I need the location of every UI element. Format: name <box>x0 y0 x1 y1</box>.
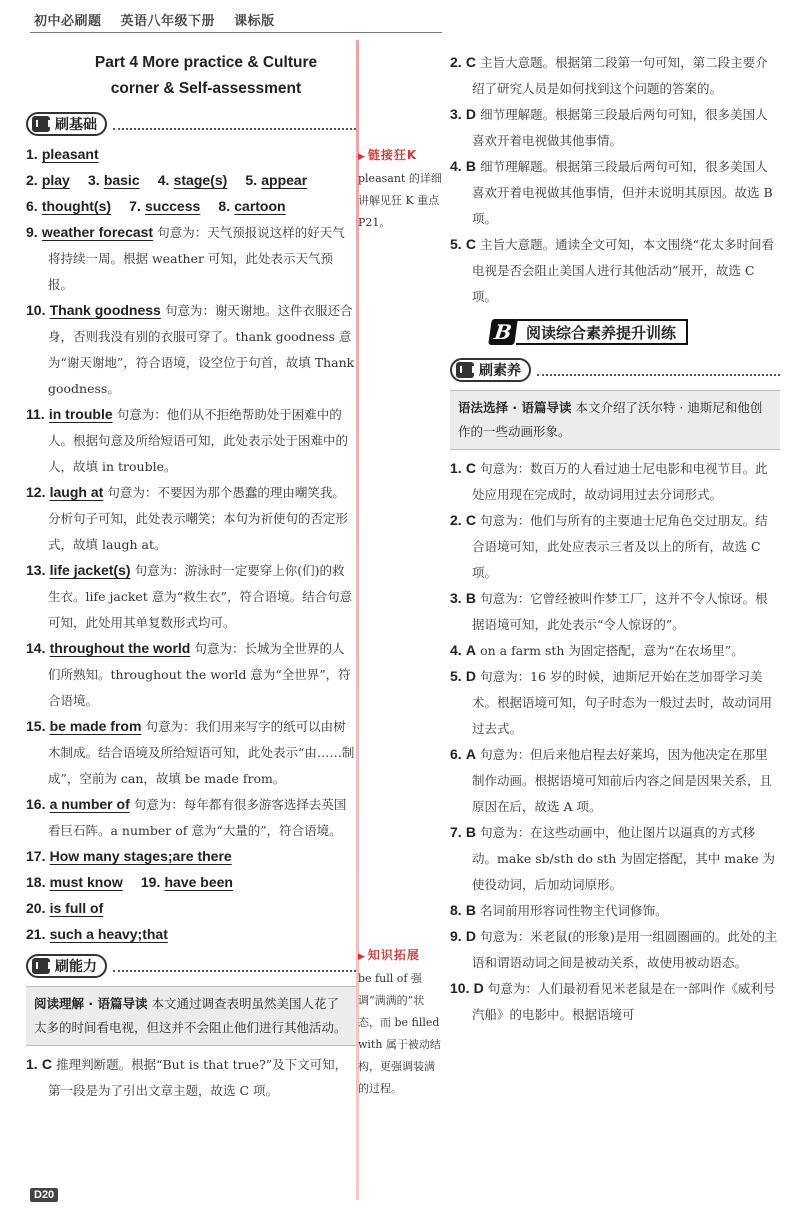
dotted-rule <box>113 960 356 972</box>
item-number: 3. <box>450 106 462 122</box>
answer-item <box>26 298 356 402</box>
answer-item <box>450 50 780 102</box>
item-answer: must know <box>49 874 123 890</box>
item-explanation: 句意为：不要因为那个愚蠢的理由嘲笑我。分析句子可知，此处表示嘲笑；本句为祈使句的否定形式，故填 laugh at。 <box>48 485 349 552</box>
section-label: 刷基础 <box>55 117 97 133</box>
item-answer: D <box>465 928 476 944</box>
answer-item <box>450 976 780 1028</box>
item-explanation: 句意为：人们最初看见米老鼠是在一部叫作《威利号汽船》的电影中。根据语境可 <box>472 981 776 1022</box>
answer-item <box>26 714 356 792</box>
right-column <box>450 50 780 1028</box>
side-note-body: be full of 强调“满满的”状态，而 be filled with 属于被动结构，更强调装满的过程。 <box>358 972 441 1095</box>
item-number: 4. <box>450 158 462 174</box>
header-edition: 课标版 <box>234 14 275 29</box>
answer-item <box>450 820 780 898</box>
item-answer: C <box>41 1056 52 1072</box>
item-number: 15. <box>26 718 46 734</box>
item-answer: play <box>41 172 70 188</box>
answer-item <box>450 456 780 508</box>
item-number: 19. <box>140 874 161 890</box>
item-number: 8. <box>450 902 462 918</box>
item-answer: stage(s) <box>173 172 228 188</box>
answer-item <box>450 102 780 154</box>
book-icon <box>32 958 50 974</box>
item-answer: is full of <box>49 900 104 916</box>
answer-item <box>450 232 780 310</box>
answer-item <box>450 638 780 664</box>
item-answer: How many stages;are there <box>49 848 232 864</box>
answer-row <box>26 870 356 896</box>
book-icon <box>32 116 50 132</box>
item-answer: thought(s) <box>41 198 112 214</box>
item-answer: B <box>465 902 476 918</box>
item-explanation: 句意为：但后来他启程去好莱坞，因为他决定在那里制作动画。根据语境可知前后内容之间是因果关系，且原因在后，故选 A 项。 <box>472 747 773 814</box>
item-number: 5. <box>245 172 258 188</box>
item-explanation: 句意为：谢天谢地。这件衣服还合身，否则我没有别的衣服可穿了。thank goodness 意为“谢天谢地”，符合语境，设空位于句首，故填 Thank goodness。 <box>48 303 355 396</box>
answer-item <box>26 402 356 480</box>
guide-label: 语法选择 · 语篇导读 <box>458 400 572 415</box>
answer-item <box>26 896 356 922</box>
answer-item <box>26 220 356 298</box>
answer-item <box>450 924 780 976</box>
book-icon <box>456 362 474 378</box>
part-title-line-2: corner & Self-assessment <box>110 80 302 97</box>
item-number: 4. <box>450 642 462 658</box>
section-literacy <box>450 356 780 384</box>
item-number: 11. <box>26 406 45 422</box>
section-badge <box>26 954 107 978</box>
item-explanation: 句意为：他们与所有的主要迪士尼角色交过朋友。结合语境可知，此处应表示三者及以上的所有，故选 C 项。 <box>472 513 768 580</box>
passage-guide <box>450 390 780 450</box>
answer-item <box>450 742 780 820</box>
header-book: 英语八年级下册 <box>120 14 216 29</box>
item-number: 18. <box>26 874 46 890</box>
item-number: 14. <box>26 640 46 656</box>
item-answer: C <box>465 460 476 476</box>
item-number: 1. <box>26 146 38 162</box>
item-number: 10. <box>26 302 46 318</box>
answer-item <box>26 636 356 714</box>
item-explanation: 句意为：米老鼠(的形象)是用一组圆圈画的。此处的主语和谓语动词之间是被动关系，故使用被动语态。 <box>472 929 778 970</box>
item-number: 8. <box>218 198 231 214</box>
item-answer: B <box>465 824 476 840</box>
item-explanation: 主旨大意题。根据第二段第一句可知，第二段主要介绍了研究人员是如何找到这个问题的答案的。 <box>472 55 768 96</box>
passage-guide <box>26 986 356 1046</box>
item-explanation: 句意为：游泳时一定要穿上你(们)的救生衣。life jacket 意为“救生衣”，符合语境。结合句意可知，此处用其单复数形式均可。 <box>48 563 353 630</box>
banner-text: 阅读综合素养提升训练 <box>516 319 688 345</box>
item-answer: B <box>465 590 476 606</box>
item-number: 10. <box>450 980 470 996</box>
item-number: 1. <box>450 460 462 476</box>
item-answer: C <box>465 512 476 528</box>
item-answer: C <box>465 54 476 70</box>
item-number: 2. <box>26 172 38 188</box>
item-number: 2. <box>450 512 462 528</box>
answer-item <box>26 142 356 168</box>
item-explanation: 推理判断题。根据“But is that true?”及下文可知，第一段是为了引出文章主题，故选 C 项。 <box>48 1057 348 1098</box>
item-number: 4. <box>157 172 170 188</box>
item-explanation: 细节理解题。根据第三段最后两句可知，很多美国人喜欢开着电视做其他事情。 <box>472 107 768 148</box>
page-number: D20 <box>30 1188 58 1202</box>
item-number: 6. <box>26 198 38 214</box>
side-note-heading: ▶ 链接狂K <box>358 144 444 168</box>
item-number: 2. <box>450 54 462 70</box>
header-rule <box>30 32 442 33</box>
item-answer: D <box>465 668 476 684</box>
item-number: 9. <box>26 224 38 240</box>
answer-row <box>26 194 356 220</box>
item-explanation: 细节理解题。根据第三段最后两句可知，很多美国人喜欢开着电视做其他事情，但并未说明其原因。故选 B 项。 <box>472 159 773 226</box>
answer-item <box>450 508 780 586</box>
side-note-link <box>358 144 444 234</box>
item-answer: a number of <box>49 796 130 812</box>
item-number: 17. <box>26 848 46 864</box>
answer-item <box>26 1052 356 1104</box>
item-number: 5. <box>450 668 462 684</box>
item-answer: weather forecast <box>41 224 154 240</box>
item-number: 6. <box>450 746 462 762</box>
item-explanation: 句意为：每年都有很多游客选择去英国看巨石阵。a number of 意为“大量的”，符合语境。 <box>48 797 347 838</box>
item-explanation: 主旨大意题。通读全文可知，本文围绕“花太多时间看电视是否会阻止美国人进行其他活动”展开，故选 C 项。 <box>472 237 774 304</box>
item-answer: life jacket(s) <box>49 562 131 578</box>
item-number: 7. <box>129 198 141 214</box>
item-number: 7. <box>450 824 462 840</box>
item-answer: laugh at <box>49 484 104 500</box>
item-explanation: 句意为：16 岁的时候，迪斯尼开始在芝加哥学习美术。根据语境可知，句子时态为一般过去时，故动词用过去式。 <box>472 669 773 736</box>
answer-item <box>26 480 356 558</box>
guide-label: 阅读理解 · 语篇导读 <box>34 996 148 1011</box>
section-badge <box>26 112 107 136</box>
left-column <box>26 50 356 1104</box>
item-explanation: 句意为：长城为全世界的人们所熟知。throughout the world 意为“全世界”，符合语境。 <box>48 641 351 708</box>
guide-text: 本文介绍了沃尔特 · 迪斯尼和他创作的一些动画形象。 <box>458 400 763 439</box>
answer-item <box>26 844 356 870</box>
answer-item <box>26 792 356 844</box>
item-answer: such a heavy;that <box>49 926 168 942</box>
item-number: 13. <box>26 562 46 578</box>
item-answer: success <box>145 198 201 214</box>
item-number: 16. <box>26 796 46 812</box>
side-note-body: pleasant 的详细讲解见狂 K 重点 P21。 <box>358 172 442 229</box>
item-explanation: 句意为：天气预报说这样的好天气将持续一周。根据 weather 可知，此处表示天气预报。 <box>48 225 345 292</box>
item-explanation: 句意为：它曾经被叫作梦工厂，这并不令人惊讶。根据语境可知，此处表示“令人惊讶的”。 <box>472 591 768 632</box>
item-number: 3. <box>87 172 100 188</box>
item-answer: cartoon <box>234 198 286 214</box>
running-header <box>34 10 289 29</box>
item-number: 12. <box>26 484 46 500</box>
section-basic <box>26 110 356 138</box>
item-number: 9. <box>450 928 462 944</box>
item-answer: D <box>473 980 484 996</box>
answer-row <box>26 168 356 194</box>
item-answer: throughout the world <box>49 640 191 656</box>
answer-item <box>450 586 780 638</box>
item-answer: have been <box>164 874 233 890</box>
item-answer: B <box>465 158 476 174</box>
item-explanation: 句意为：在这些动画中，他让图片以逼真的方式移动。make sb/sth do sth 为固定搭配，其中 make 为使役动词，后加动词原形。 <box>472 825 776 892</box>
item-explanation: 句意为：数百万的人看过迪士尼电影和电视节目。此处应用现在完成时，故动词用过去分词形式。 <box>472 461 768 502</box>
item-answer: appear <box>261 172 308 188</box>
item-explanation: on a farm sth 为固定搭配，意为“在农场里”。 <box>480 643 744 658</box>
item-answer: basic <box>103 172 140 188</box>
answer-item <box>450 664 780 742</box>
section-badge <box>450 358 531 382</box>
header-series: 初中必刷题 <box>34 14 102 29</box>
item-answer: A <box>465 746 476 762</box>
answer-item <box>26 922 356 948</box>
answer-item <box>26 558 356 636</box>
item-answer: be made from <box>49 718 142 734</box>
answer-item <box>450 154 780 232</box>
side-note-heading: ▶ 知识拓展 <box>358 944 444 968</box>
section-label: 刷能力 <box>55 959 97 975</box>
item-explanation: 句意为：我们用来写字的纸可以由树木制成。结合语境及所给短语可知，此处表示“由……制成”，空前为 can，故填 be made from。 <box>48 719 355 786</box>
item-answer: C <box>465 236 476 252</box>
section-label: 刷素养 <box>479 363 521 379</box>
item-explanation: 句意为：他们从不拒绝帮助处于困难中的人。根据句意及所给短语可知，此处表示处于困难中的人，故填 in trouble。 <box>48 407 349 474</box>
side-note-extension <box>358 944 444 1100</box>
item-answer: pleasant <box>41 146 99 162</box>
dotted-rule <box>113 118 356 130</box>
part-title-line-1: Part 4 More practice & Culture <box>94 54 318 71</box>
item-number: 5. <box>450 236 462 252</box>
answer-item <box>450 898 780 924</box>
item-answer: A <box>465 642 476 658</box>
dotted-rule <box>537 364 780 376</box>
item-number: 3. <box>450 590 462 606</box>
item-number: 1. <box>26 1056 38 1072</box>
banner-letter: B <box>488 319 518 345</box>
item-answer: Thank goodness <box>49 302 161 318</box>
item-answer: in trouble <box>48 406 113 422</box>
section-b-banner <box>490 316 780 348</box>
item-answer: D <box>465 106 476 122</box>
part-title <box>26 50 356 102</box>
guide-text: 本文通过调查表明虽然美国人花了太多的时间看电视，但这并不会阻止他们进行其他活动。 <box>34 996 347 1035</box>
item-number: 20. <box>26 900 46 916</box>
section-ability <box>26 952 356 980</box>
item-explanation: 名词前用形容词性物主代词修饰。 <box>480 903 668 918</box>
item-number: 21. <box>26 926 46 942</box>
